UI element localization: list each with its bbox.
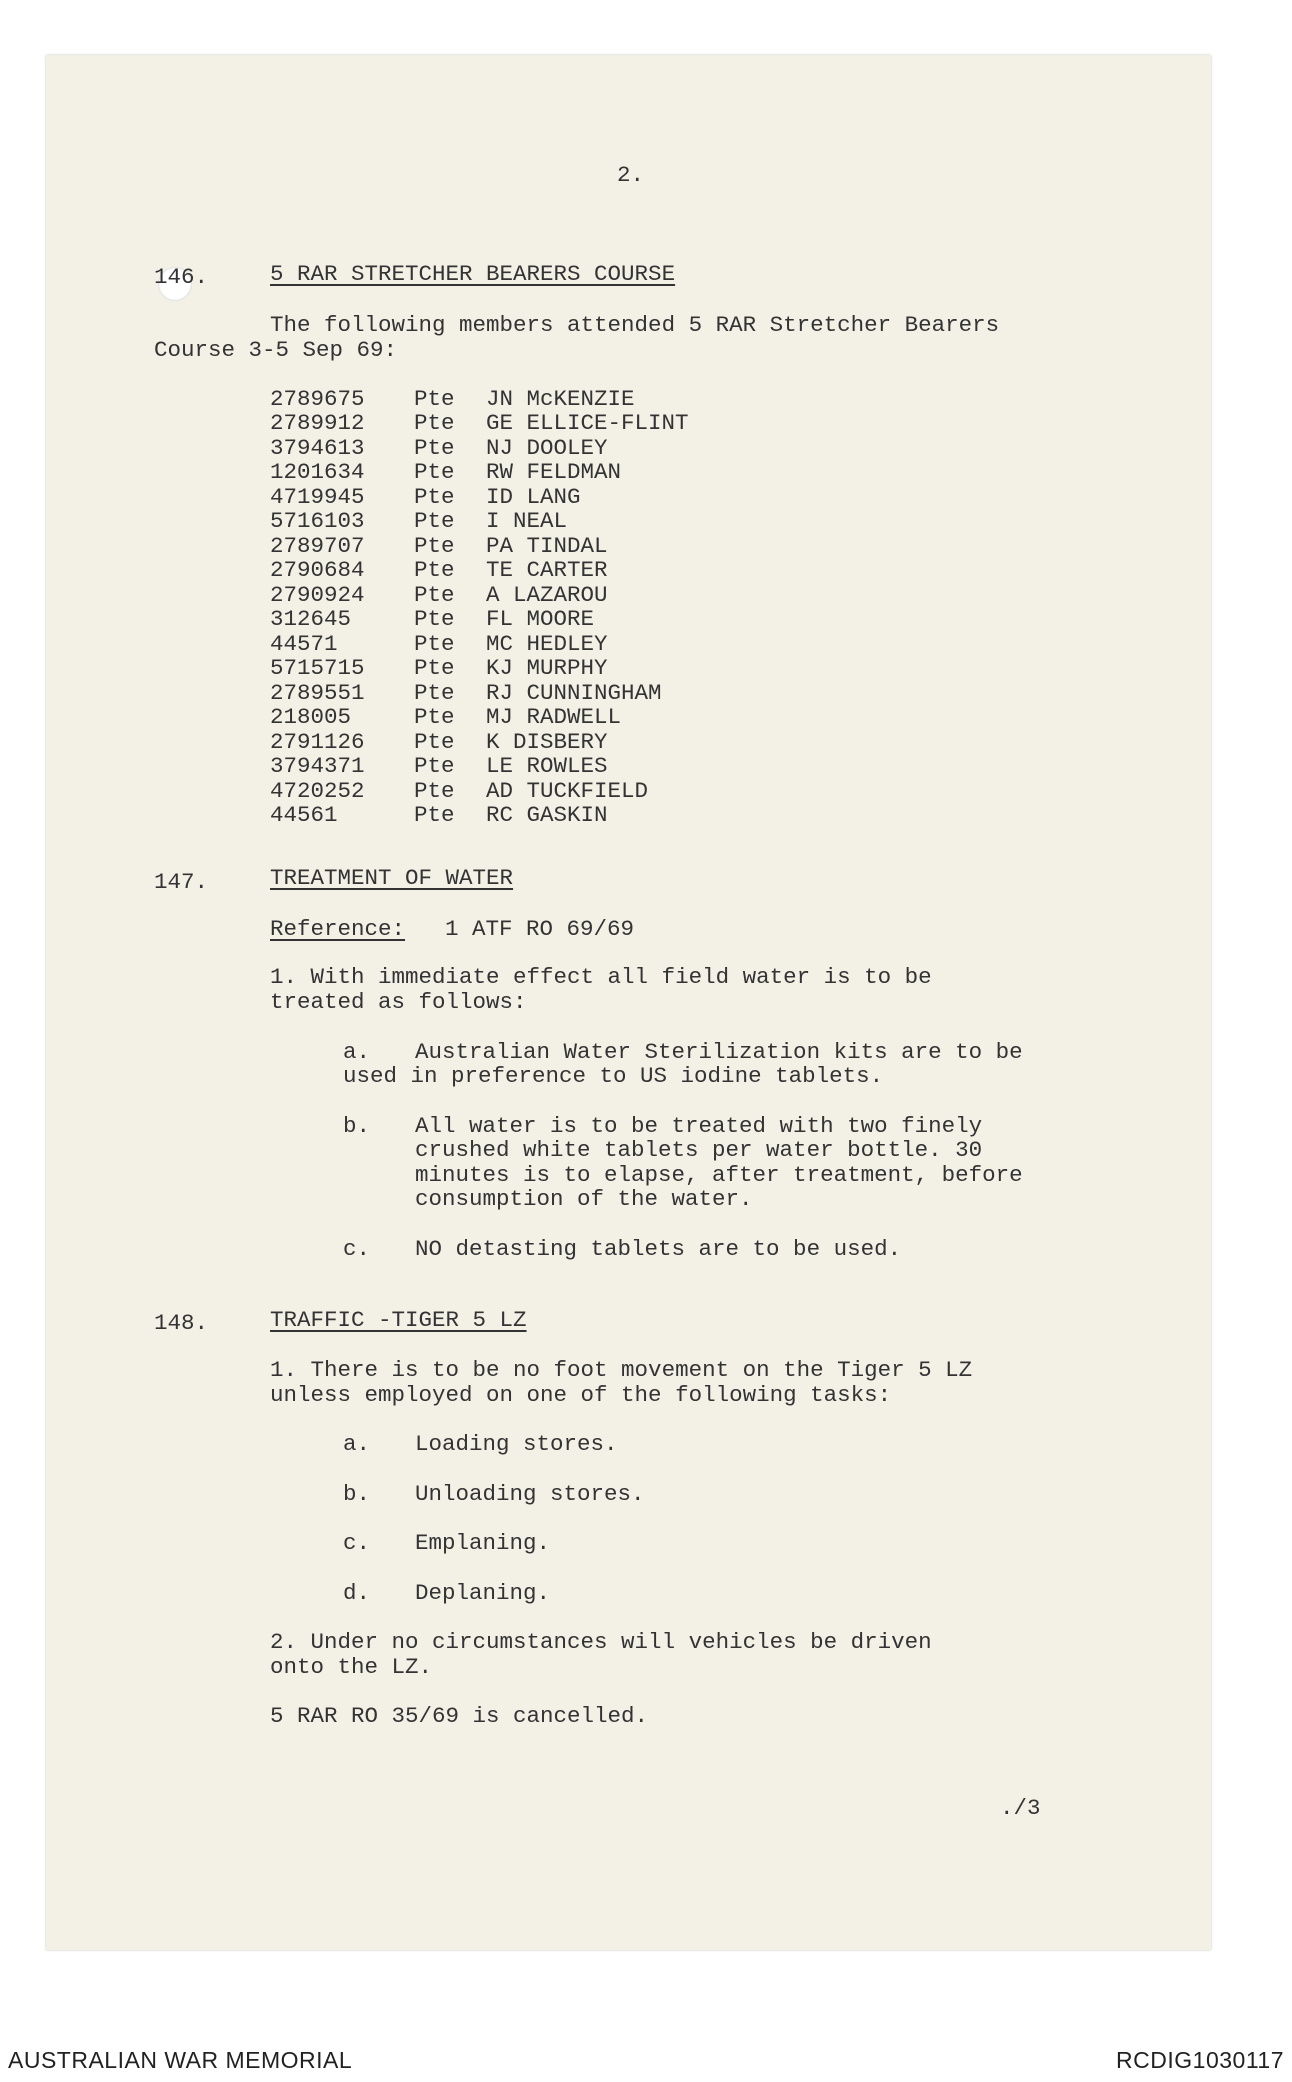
reference-label: Reference: — [270, 916, 406, 942]
roll-number: 2789707 — [270, 533, 365, 559]
water-item-b-text-2: crushed white tablets per water bottle. 30 — [415, 1137, 983, 1163]
water-item-a-label: a. — [343, 1039, 371, 1065]
roll-name: RW FELDMAN — [486, 459, 622, 485]
roll-number: 2789675 — [270, 386, 365, 412]
roll-name: RC GASKIN — [486, 802, 608, 828]
roll-number: 2791126 — [270, 729, 365, 755]
next-page-marker: ./3 — [1000, 1795, 1041, 1821]
roll-rank: Pte — [414, 680, 455, 706]
roll-rank: Pte — [414, 778, 455, 804]
roll-rank: Pte — [414, 557, 455, 583]
roll-number: 2790684 — [270, 557, 365, 583]
roll-rank: Pte — [414, 508, 455, 534]
roll-name: TE CARTER — [486, 557, 608, 583]
roll-rank: Pte — [414, 631, 455, 657]
roll-rank: Pte — [414, 386, 455, 412]
roll-number: 5715715 — [270, 655, 365, 681]
task-c-label: c. — [343, 1530, 371, 1556]
roll-name: NJ DOOLEY — [486, 435, 608, 461]
water-item-b-text: All water is to be treated with two finely — [415, 1113, 983, 1139]
water-item-c-text: NO detasting tablets are to be used. — [415, 1236, 902, 1262]
task-b-label: b. — [343, 1481, 371, 1507]
roll-name: ID LANG — [486, 484, 581, 510]
roll-name: K DISBERY — [486, 729, 608, 755]
roll-name: A LAZAROU — [486, 582, 608, 608]
roll-name: JN McKENZIE — [486, 386, 635, 412]
roll-name: MJ RADWELL — [486, 704, 622, 730]
water-item-a-text: Australian Water Sterilization kits are to be — [415, 1039, 1023, 1065]
roll-number: 4719945 — [270, 484, 365, 510]
section-146-title: 5 RAR STRETCHER BEARERS COURSE — [270, 261, 676, 287]
roll-rank: Pte — [414, 484, 455, 510]
roll-name: MC HEDLEY — [486, 631, 608, 657]
footer-record-id: RCDIG1030117 — [1116, 2047, 1284, 2073]
section-147-title: TREATMENT OF WATER — [270, 865, 514, 891]
roll-rank: Pte — [414, 704, 455, 730]
roll-number: 1201634 — [270, 459, 365, 485]
cancellation-note: 5 RAR RO 35/69 is cancelled. — [270, 1703, 649, 1729]
section-148-para1-cont: unless employed on one of the following tasks: — [270, 1382, 892, 1408]
roll-number: 2790924 — [270, 582, 365, 608]
roll-number: 3794613 — [270, 435, 365, 461]
task-b-text: Unloading stores. — [415, 1481, 645, 1507]
section-146-number: 146. — [154, 264, 209, 290]
roll-name: LE ROWLES — [486, 753, 608, 779]
section-147-para1-cont: treated as follows: — [270, 989, 527, 1015]
section-148-para2-cont: onto the LZ. — [270, 1654, 433, 1680]
roll-rank: Pte — [414, 655, 455, 681]
section-148-para1: 1. There is to be no foot movement on the Tiger 5 LZ — [270, 1357, 973, 1383]
roll-rank: Pte — [414, 582, 455, 608]
section-148-number: 148. — [154, 1310, 209, 1336]
roll-name: KJ MURPHY — [486, 655, 608, 681]
roll-name: AD TUCKFIELD — [486, 778, 649, 804]
water-item-c-label: c. — [343, 1236, 371, 1262]
water-item-a-text-cont: used in preference to US iodine tablets. — [343, 1063, 884, 1089]
roll-rank: Pte — [414, 459, 455, 485]
section-146-intro-cont: Course 3-5 Sep 69: — [154, 337, 398, 363]
page-number: 2. — [617, 162, 645, 188]
section-146-intro: The following members attended 5 RAR Stretcher Bearers — [270, 312, 1000, 338]
roll-rank: Pte — [414, 410, 455, 436]
roll-rank: Pte — [414, 533, 455, 559]
roll-name: I NEAL — [486, 508, 568, 534]
roll-rank: Pte — [414, 729, 455, 755]
roll-number: 4720252 — [270, 778, 365, 804]
section-148-para2: 2. Under no circumstances will vehicles be driven — [270, 1629, 932, 1655]
roll-rank: Pte — [414, 435, 455, 461]
section-148-title: TRAFFIC -TIGER 5 LZ — [270, 1307, 527, 1333]
roll-number: 218005 — [270, 704, 352, 730]
roll-name: RJ CUNNINGHAM — [486, 680, 662, 706]
roll-number: 44561 — [270, 802, 338, 828]
roll-number: 5716103 — [270, 508, 365, 534]
water-item-b-label: b. — [343, 1113, 371, 1139]
roll-number: 312645 — [270, 606, 352, 632]
roll-number: 44571 — [270, 631, 338, 657]
water-item-b-text-4: consumption of the water. — [415, 1186, 753, 1212]
roll-number: 2789551 — [270, 680, 365, 706]
section-147-number: 147. — [154, 869, 209, 895]
roll-rank: Pte — [414, 802, 455, 828]
task-c-text: Emplaning. — [415, 1530, 551, 1556]
footer-institution: AUSTRALIAN WAR MEMORIAL — [8, 2047, 353, 2073]
roll-number: 3794371 — [270, 753, 365, 779]
roll-rank: Pte — [414, 606, 455, 632]
roll-rank: Pte — [414, 753, 455, 779]
section-147-para1: 1. With immediate effect all field water is to be — [270, 964, 932, 990]
water-item-b-text-3: minutes is to elapse, after treatment, before — [415, 1162, 1023, 1188]
roll-name: PA TINDAL — [486, 533, 608, 559]
task-a-label: a. — [343, 1431, 371, 1457]
roll-number: 2789912 — [270, 410, 365, 436]
task-d-text: Deplaning. — [415, 1580, 551, 1606]
task-a-text: Loading stores. — [415, 1431, 618, 1457]
reference-value: 1 ATF RO 69/69 — [445, 916, 635, 942]
task-d-label: d. — [343, 1580, 371, 1606]
roll-name: GE ELLICE-FLINT — [486, 410, 689, 436]
roll-name: FL MOORE — [486, 606, 595, 632]
